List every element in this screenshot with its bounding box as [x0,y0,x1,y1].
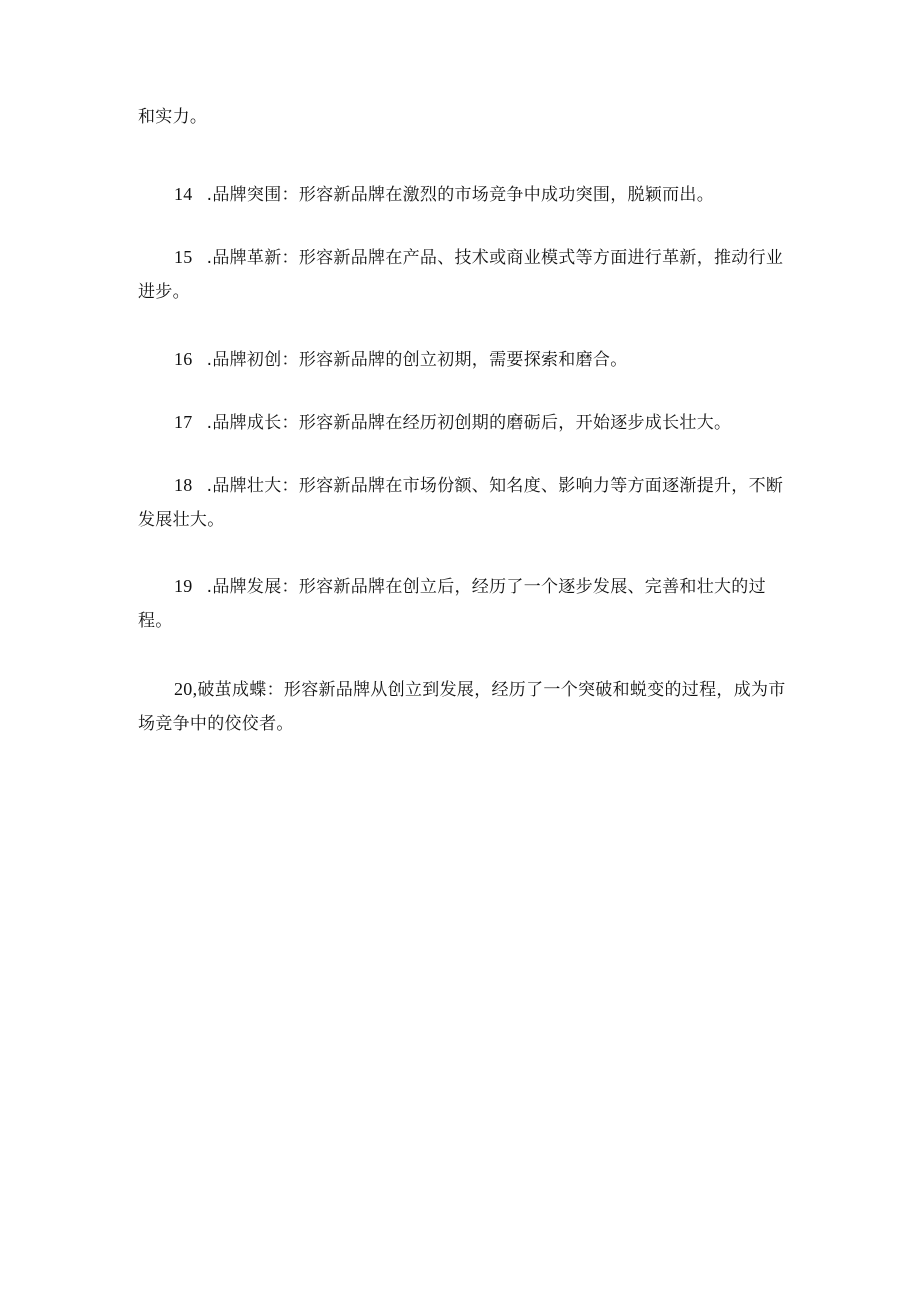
item-text: .品牌初创：形容新品牌的创立初期，需要探索和磨合。 [206,350,628,370]
item-text: .品牌突围：形容新品牌在激烈的市场竞争中成功突围，脱颖而出。 [206,185,715,205]
item-number: 19 [174,576,193,596]
item-text: .品牌壮大：形容新品牌在市场份额、知名度、影响力等方面逐渐提升，不断发展壮大。 [138,476,784,530]
item-text: .品牌发展：形容新品牌在创立后，经历了一个逐步发展、完善和壮大的过程。 [138,577,766,631]
list-item-19 [138,569,798,638]
list-item-17 [138,405,798,440]
paragraph-continuation [138,100,798,134]
item-number: 20, [174,679,198,699]
list-item-18 [138,468,798,537]
paragraph-text: 和实力。 [138,107,208,127]
item-number: 16 [174,349,193,369]
item-number: 15 [174,247,193,267]
item-text: .品牌成长：形容新品牌在经历初创期的磨砺后，开始逐步成长壮大。 [206,413,732,433]
list-item-14 [138,177,798,212]
item-text: 破茧成蝶：形容新品牌从创立到发展，经历了一个突破和蜕变的过程，成为市场竞争中的佼佼者。 [138,680,786,734]
list-item-20 [138,672,798,741]
item-number: 18 [174,475,193,495]
list-item-15 [138,240,798,309]
item-number: 17 [174,412,193,432]
item-text: .品牌革新：形容新品牌在产品、技术或商业模式等方面进行革新，推动行业进步。 [138,248,784,302]
item-number: 14 [174,184,193,204]
list-item-16 [138,342,798,377]
